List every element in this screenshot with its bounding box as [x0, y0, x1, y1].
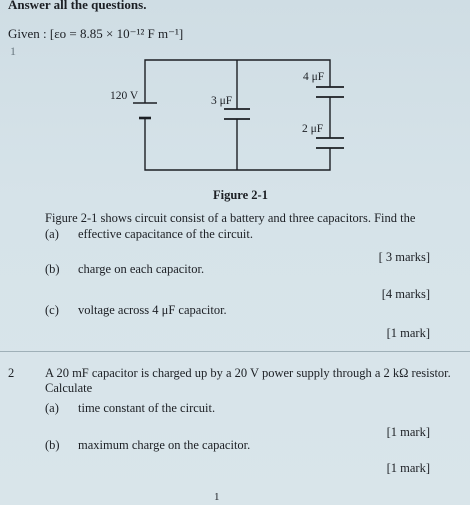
question-2-calculate: Calculate [45, 381, 93, 395]
circuit-diagram [0, 0, 470, 200]
q1-part-b-label: (b) [45, 262, 60, 276]
question-2-stem: A 20 mF capacitor is charged up by a 20 V power supply through a 2 kΩ resistor. [45, 366, 451, 380]
q1-part-c-text: voltage across 4 μF capacitor. [78, 303, 227, 317]
cap-4uf-label: 4 μF [303, 71, 325, 83]
page-number: 1 [214, 491, 220, 503]
capacitor-4uf [316, 87, 344, 97]
given-constant: Given : [εo = 8.85 × 10⁻¹² F m⁻¹] [8, 26, 184, 41]
question-1-stem: Figure 2-1 shows circuit consist of a battery and three capacitors. Find the [45, 211, 416, 225]
q1-part-a-marks: [ 3 marks] [378, 250, 430, 264]
instructions-header: Answer all the questions. [8, 0, 147, 12]
cap-2uf-label: 2 μF [302, 123, 324, 135]
q2-part-b-marks: [1 mark] [386, 461, 430, 475]
q2-part-b-text: maximum charge on the capacitor. [78, 438, 251, 452]
q2-part-b-label: (b) [45, 438, 60, 452]
q1-part-a-label: (a) [45, 227, 59, 241]
q2-part-a-text: time constant of the circuit. [78, 401, 216, 415]
question-1-number: 1 [10, 44, 16, 58]
question-2-number: 2 [8, 366, 15, 380]
q2-part-a-label: (a) [45, 401, 59, 415]
battery-label: 120 V [110, 90, 139, 102]
q1-part-c-marks: [1 mark] [386, 326, 430, 340]
q1-part-b-text: charge on each capacitor. [78, 262, 205, 276]
battery-symbol [133, 103, 157, 118]
figure-caption: Figure 2-1 [213, 188, 268, 202]
capacitor-3uf [224, 109, 250, 119]
capacitor-2uf [316, 138, 344, 148]
q2-part-a-marks: [1 mark] [386, 425, 430, 439]
section-divider [0, 351, 470, 352]
q1-part-a-text: effective capacitance of the circuit. [78, 227, 254, 241]
q1-part-c-label: (c) [45, 303, 59, 317]
q1-part-b-marks: [4 marks] [381, 287, 430, 301]
cap-3uf-label: 3 μF [211, 95, 233, 107]
